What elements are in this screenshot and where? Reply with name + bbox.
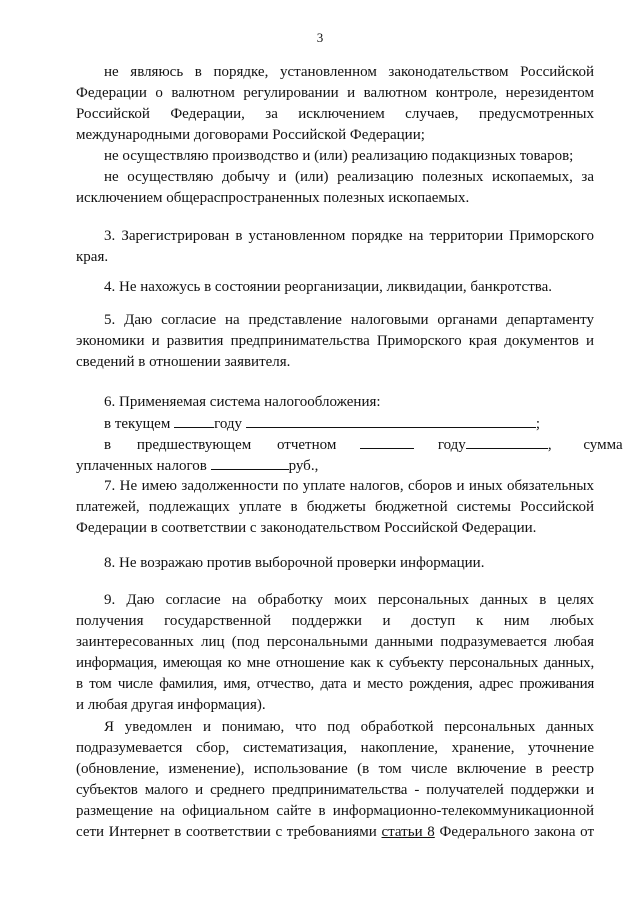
text-line: Российской Федерации, за исключением случаев, предусмотренных <box>76 106 594 122</box>
text-line: платежей, подлежащих уплате в бюджеты бюджетной системы Российской <box>76 499 594 515</box>
tax-current-year-line: в текущем году ; <box>104 413 594 434</box>
text-line: (обновление, изменение), использование (в том числе включение в реестр <box>76 761 594 777</box>
amount-blank <box>211 455 289 470</box>
taxes-paid-line: уплаченных налогов руб., <box>76 455 594 476</box>
page-number: 3 <box>316 30 324 45</box>
text-line: сведений в отношении заявителя. <box>76 354 291 370</box>
text-line: не являюсь в порядке, установленном законодательством Российской <box>104 64 594 80</box>
text-line: получения государственной поддержки и доступ к ним любых <box>76 613 594 629</box>
text-line: не осуществляю добычу и (или) реализацию полезных ископаемых, за <box>104 169 594 185</box>
text-line: края. <box>76 249 109 265</box>
text-line: исключением общераспространенных полезных ископаемых. <box>76 190 470 206</box>
clause-5: 5. Даю согласие на представление налоговыми органами департаменту <box>104 312 594 328</box>
text-line: сети Интернет в соответствии с требованиями статьи 8 Федерального закона от <box>76 824 595 840</box>
text-line: размещение на официальном сайте в информационно-телекоммуникационной <box>76 803 594 819</box>
clause-7: 7. Не имею задолженности по уплате налогов, сборов и иных обязательных <box>104 478 594 494</box>
consent-notice: Я уведомлен и понимаю, что под обработкой персональных данных <box>104 719 594 735</box>
text-line: и любая другая информация). <box>76 697 266 713</box>
tax-previous-year-line: в предшествующем отчетном году , сумма <box>104 434 594 455</box>
text-line: заинтересованных лиц (под персональными данными подразумевается любая <box>76 634 594 650</box>
tax-system-blank <box>246 413 536 428</box>
clause-9: 9. Даю согласие на обработку моих персональных данных в целях <box>104 592 594 608</box>
text-line: информация, имеющая ко мне отношение как к субъекту персональных данных, <box>76 655 594 671</box>
text-line: не осуществляю производство и (или) реализацию подакцизных товаров; <box>104 148 574 164</box>
year-blank <box>174 413 214 428</box>
year-blank <box>360 434 414 449</box>
text-line: субъектов малого и среднего предпринимательства - получателей поддержки и <box>76 782 594 798</box>
text-line: международными договорами Российской Федерации; <box>76 127 425 143</box>
text-line: подразумевается сбор, систематизация, накопление, хранение, уточнение <box>76 740 594 756</box>
tax-system-blank <box>466 434 548 449</box>
law-article-link[interactable]: статьи 8 <box>381 824 435 840</box>
text-line: в том числе фамилия, имя, отчество, дата и место рождения, адрес проживания <box>76 676 594 692</box>
clause-3: 3. Зарегистрирован в установленном порядке на территории Приморского <box>104 228 594 244</box>
text-line: экономики и развития предпринимательства Приморского края документов и <box>76 333 594 349</box>
text-line: Федерации в соответствии с законодательством Российской Федерации. <box>76 520 537 536</box>
text-line: Федерации о валютном регулировании и валютном контроле, нерезидентом <box>76 85 594 101</box>
clause-6: 6. Применяемая система налогообложения: <box>104 394 381 410</box>
clause-8: 8. Не возражаю против выборочной проверки информации. <box>104 555 485 571</box>
clause-4: 4. Не нахожусь в состоянии реорганизации, ликвидации, банкротства. <box>104 279 553 295</box>
